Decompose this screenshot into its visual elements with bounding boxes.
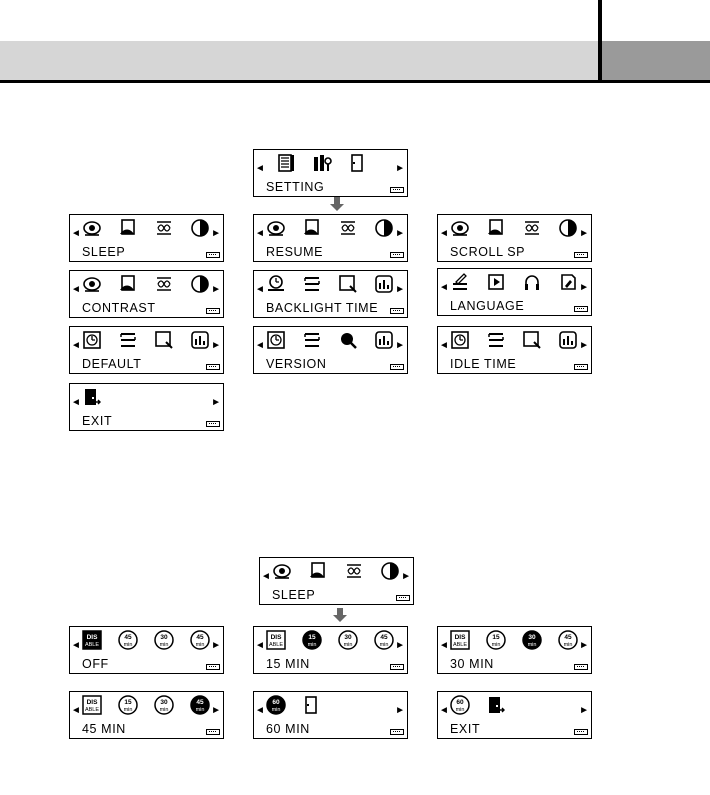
lcd-sleep-option <box>69 691 224 739</box>
left-arrow-icon: ◄ <box>439 282 449 293</box>
timer-badge-icon <box>450 695 470 715</box>
lcd-setting <box>253 149 408 197</box>
svg-text:45: 45 <box>564 634 572 641</box>
right-arrow-icon: ► <box>395 705 405 716</box>
right-arrow-icon: ► <box>579 340 589 351</box>
search-icon <box>338 330 358 350</box>
timer-badge-icon <box>558 630 578 650</box>
timer-badge-icon <box>154 695 174 715</box>
svg-text:30: 30 <box>344 634 352 641</box>
lcd-icon-row <box>266 218 394 240</box>
timer-badge-icon <box>338 630 358 650</box>
timer-badge-icon <box>374 630 394 650</box>
lcd-label: 30 MIN <box>450 657 494 671</box>
lcd-icon-row <box>82 387 210 409</box>
battery-icon <box>574 306 588 312</box>
scroll-icon <box>154 274 174 294</box>
contrast-icon <box>558 218 578 238</box>
left-arrow-icon: ◄ <box>261 571 271 582</box>
lcd-icon-row <box>450 330 578 352</box>
lcd-label: 45 MIN <box>82 722 126 736</box>
battery-icon <box>390 664 404 670</box>
lcd-label: 15 MIN <box>266 657 310 671</box>
right-arrow-icon: ► <box>395 228 405 239</box>
battery-icon <box>574 729 588 735</box>
lcd-label: SLEEP <box>272 588 316 602</box>
right-arrow-icon: ► <box>211 340 221 351</box>
battery-icon <box>390 308 404 314</box>
svg-text:ABLE: ABLE <box>452 642 468 648</box>
timer-badge-icon <box>82 695 102 715</box>
lcd-icon-row <box>82 695 210 717</box>
timer-badge-icon <box>154 630 174 650</box>
left-arrow-icon: ◄ <box>71 705 81 716</box>
svg-text:min: min <box>563 642 573 648</box>
battery-icon <box>396 595 410 601</box>
default-icon <box>338 274 358 294</box>
svg-text:min: min <box>307 642 317 648</box>
lcd-label: IDLE TIME <box>450 357 517 371</box>
list-icon <box>276 153 296 173</box>
lcd-icon-row <box>82 330 210 352</box>
lcd-sleep-option <box>437 626 592 674</box>
battery-icon <box>574 664 588 670</box>
backlight-icon <box>266 274 286 294</box>
battery-icon <box>574 252 588 258</box>
timer-badge-icon <box>118 630 138 650</box>
contrast-icon <box>374 218 394 238</box>
lcd-icon-row <box>450 695 578 717</box>
lcd-label: CONTRAST <box>82 301 156 315</box>
right-arrow-icon: ► <box>395 640 405 651</box>
lcd-default <box>69 326 224 374</box>
lcd-label: LANGUAGE <box>450 299 525 313</box>
timer-badge-icon <box>450 630 470 650</box>
note-icon <box>558 272 578 292</box>
sleep-icon <box>272 561 292 581</box>
exit-door-icon <box>348 153 368 173</box>
timer-badge-icon <box>190 630 210 650</box>
lcd-icon-row <box>82 274 210 296</box>
battery-icon <box>390 729 404 735</box>
timer-badge-icon <box>522 630 542 650</box>
down-arrow-icon <box>332 607 348 623</box>
exit-door-icon <box>82 387 102 407</box>
left-arrow-icon: ◄ <box>439 640 449 651</box>
language-icon <box>302 274 322 294</box>
scroll-icon <box>154 218 174 238</box>
right-arrow-icon: ► <box>579 228 589 239</box>
svg-text:min: min <box>159 642 169 648</box>
svg-text:30: 30 <box>160 699 168 706</box>
lcd-contrast <box>69 270 224 318</box>
language-icon <box>118 330 138 350</box>
version-icon <box>374 274 394 294</box>
right-arrow-icon: ► <box>211 640 221 651</box>
timer-badge-icon <box>82 630 102 650</box>
right-arrow-icon: ► <box>211 228 221 239</box>
svg-text:15: 15 <box>308 634 316 641</box>
left-arrow-icon: ◄ <box>439 340 449 351</box>
right-arrow-icon: ► <box>401 571 411 582</box>
lcd-icon-row <box>266 695 394 717</box>
svg-text:45: 45 <box>380 634 388 641</box>
lcd-label: OFF <box>82 657 109 671</box>
lcd-label: EXIT <box>450 722 481 736</box>
svg-text:DIS: DIS <box>270 634 282 641</box>
version-icon <box>374 330 394 350</box>
svg-text:DIS: DIS <box>454 634 466 641</box>
language-pen-icon <box>450 272 470 292</box>
left-arrow-icon: ◄ <box>255 163 265 174</box>
timer-badge-icon <box>118 695 138 715</box>
svg-text:DIS: DIS <box>86 634 98 641</box>
svg-text:ABLE: ABLE <box>268 642 284 648</box>
svg-text:min: min <box>123 707 133 713</box>
exit-selected-icon <box>486 695 506 715</box>
lcd-icon-row <box>450 218 578 240</box>
header-tab <box>602 41 710 80</box>
battery-icon <box>206 308 220 314</box>
left-arrow-icon: ◄ <box>255 340 265 351</box>
sleep-icon <box>82 218 102 238</box>
lcd-label: RESUME <box>266 245 324 259</box>
left-arrow-icon: ◄ <box>255 705 265 716</box>
timer-badge-icon <box>190 695 210 715</box>
timer-badge-icon <box>302 630 322 650</box>
lcd-resume <box>253 214 408 262</box>
lcd-icon-row <box>266 330 394 352</box>
battery-icon <box>390 252 404 258</box>
lcd-label: EXIT <box>82 414 113 428</box>
svg-text:ABLE: ABLE <box>84 642 100 648</box>
svg-text:45: 45 <box>196 634 204 641</box>
clock-icon <box>450 330 470 350</box>
svg-text:min: min <box>271 707 281 713</box>
right-arrow-icon: ► <box>395 163 405 174</box>
svg-text:min: min <box>195 642 205 648</box>
svg-text:30: 30 <box>160 634 168 641</box>
battery-icon <box>206 364 220 370</box>
svg-text:min: min <box>455 707 465 713</box>
svg-text:45: 45 <box>124 634 132 641</box>
lcd-sleep-root <box>259 557 414 605</box>
battery-icon <box>206 729 220 735</box>
language-icon <box>302 330 322 350</box>
version-icon <box>190 330 210 350</box>
lcd-sleep-option <box>253 626 408 674</box>
lcd-icon-row <box>450 272 578 294</box>
svg-text:min: min <box>379 642 389 648</box>
right-arrow-icon: ► <box>395 340 405 351</box>
left-arrow-icon: ◄ <box>255 228 265 239</box>
headphone-icon <box>522 272 542 292</box>
svg-text:min: min <box>343 642 353 648</box>
left-arrow-icon: ◄ <box>71 284 81 295</box>
left-arrow-icon: ◄ <box>255 640 265 651</box>
lcd-label: 60 MIN <box>266 722 310 736</box>
lcd-backlight-time <box>253 270 408 318</box>
left-arrow-icon: ◄ <box>439 228 449 239</box>
lcd-icon-row <box>82 630 210 652</box>
battery-icon <box>390 364 404 370</box>
lcd-language <box>437 268 592 316</box>
contrast-icon <box>190 218 210 238</box>
play-box-icon <box>486 272 506 292</box>
resume-icon <box>118 218 138 238</box>
right-arrow-icon: ► <box>211 705 221 716</box>
svg-text:15: 15 <box>124 699 132 706</box>
svg-text:30: 30 <box>528 634 536 641</box>
lcd-icon-row <box>266 630 394 652</box>
sleep-icon <box>82 274 102 294</box>
svg-text:15: 15 <box>492 634 500 641</box>
scroll-icon <box>344 561 364 581</box>
svg-text:60: 60 <box>456 699 464 706</box>
svg-text:ABLE: ABLE <box>84 707 100 713</box>
battery-icon <box>574 364 588 370</box>
resume-icon <box>302 218 322 238</box>
lcd-sleep <box>69 214 224 262</box>
version-icon <box>558 330 578 350</box>
sleep-icon <box>266 218 286 238</box>
header-band <box>0 41 598 80</box>
svg-text:min: min <box>527 642 537 648</box>
lcd-label: VERSION <box>266 357 327 371</box>
battery-icon <box>390 187 404 193</box>
right-arrow-icon: ► <box>211 284 221 295</box>
svg-text:min: min <box>491 642 501 648</box>
battery-icon <box>206 421 220 427</box>
lcd-label: DEFAULT <box>82 357 142 371</box>
down-arrow-icon <box>329 196 345 212</box>
svg-text:min: min <box>123 642 133 648</box>
timer-badge-icon <box>266 630 286 650</box>
lcd-version <box>253 326 408 374</box>
svg-text:60: 60 <box>272 699 280 706</box>
sleep-icon <box>450 218 470 238</box>
lcd-sleep-option <box>253 691 408 739</box>
svg-text:45: 45 <box>196 699 204 706</box>
lcd-label: SCROLL SP <box>450 245 526 259</box>
scroll-icon <box>522 218 542 238</box>
header-rule <box>0 80 710 83</box>
lcd-sleep-option <box>69 626 224 674</box>
default-icon <box>522 330 542 350</box>
clock-icon <box>82 330 102 350</box>
svg-text:min: min <box>159 707 169 713</box>
svg-text:min: min <box>195 707 205 713</box>
contrast-icon <box>190 274 210 294</box>
lcd-icon-row <box>272 561 400 583</box>
default-icon <box>154 330 174 350</box>
right-arrow-icon: ► <box>395 284 405 295</box>
lcd-icon-row <box>266 153 394 175</box>
resume-icon <box>486 218 506 238</box>
lcd-icon-row <box>450 630 578 652</box>
left-arrow-icon: ◄ <box>439 705 449 716</box>
left-arrow-icon: ◄ <box>71 397 81 408</box>
lcd-label: BACKLIGHT TIME <box>266 301 379 315</box>
scroll-icon <box>338 218 358 238</box>
lcd-sleep-option <box>437 691 592 739</box>
exit-door-icon <box>302 695 322 715</box>
contrast-icon <box>380 561 400 581</box>
lcd-exit <box>69 383 224 431</box>
lcd-scroll-sp <box>437 214 592 262</box>
left-arrow-icon: ◄ <box>255 284 265 295</box>
clock-icon <box>266 330 286 350</box>
left-arrow-icon: ◄ <box>71 340 81 351</box>
right-arrow-icon: ► <box>579 640 589 651</box>
right-arrow-icon: ► <box>211 397 221 408</box>
lcd-icon-row <box>266 274 394 296</box>
lcd-label: SLEEP <box>82 245 126 259</box>
language-icon <box>486 330 506 350</box>
battery-icon <box>206 664 220 670</box>
lcd-label: SETTING <box>266 180 325 194</box>
right-arrow-icon: ► <box>579 705 589 716</box>
timer-badge-icon <box>486 630 506 650</box>
svg-text:DIS: DIS <box>86 699 98 706</box>
resume-icon <box>308 561 328 581</box>
tools-icon <box>312 153 332 173</box>
timer-badge-icon <box>266 695 286 715</box>
resume-icon <box>118 274 138 294</box>
lcd-idle-time <box>437 326 592 374</box>
lcd-icon-row <box>82 218 210 240</box>
right-arrow-icon: ► <box>579 282 589 293</box>
battery-icon <box>206 252 220 258</box>
left-arrow-icon: ◄ <box>71 640 81 651</box>
left-arrow-icon: ◄ <box>71 228 81 239</box>
